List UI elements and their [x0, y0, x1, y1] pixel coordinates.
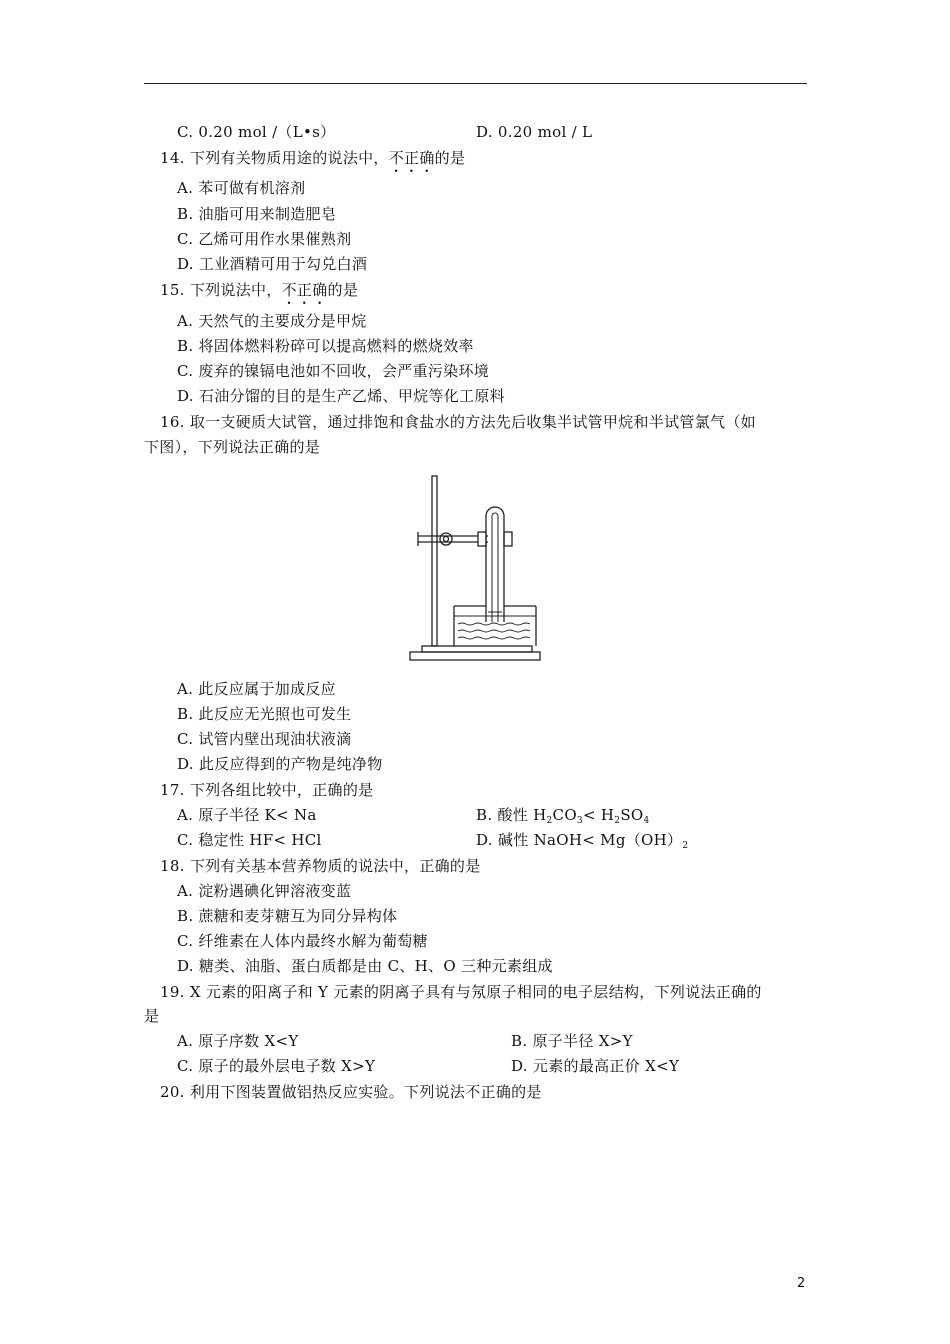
q18-option-b: B. 蔗糖和麦芽糖互为同分异构体	[177, 907, 398, 925]
q15-option-c: C. 废弃的镍镉电池如不回收，会严重污染环境	[177, 362, 490, 380]
q14-option-d: D. 工业酒精可用于勾兑白酒	[177, 255, 368, 273]
gas-collection-apparatus-figure	[408, 474, 544, 664]
q14-emphasis: 不正确	[388, 149, 435, 167]
stand-plate	[422, 646, 532, 652]
q15-option-a: A. 天然气的主要成分是甲烷	[177, 312, 367, 330]
q19-stem-line1: 19. X 元素的阳离子和 Y 元素的阴离子具有与氖原子相同的电子层结构，下列说法正确的	[160, 983, 762, 1001]
q15-option-d: D. 石油分馏的目的是生产乙烯、甲烷等化工原料	[177, 387, 505, 405]
q18-option-c: C. 纤维素在人体内最终水解为葡萄糖	[177, 932, 428, 950]
q14-option-b: B. 油脂可用来制造肥皂	[177, 205, 337, 223]
q17-option-a: A. 原子半径 K< Na	[177, 806, 317, 824]
q17-option-d: D. 碱性 NaOH< $Mg(OH)_2$	[476, 831, 689, 851]
q18-option-d: D. 糖类、油脂、蛋白质都是由 C、H、O 三种元素组成	[177, 957, 553, 975]
q19-option-b: B. 原子半径 X>Y	[511, 1032, 633, 1050]
q16-option-c: C. 试管内壁出现油状液滴	[177, 730, 352, 748]
q16-option-d: D. 此反应得到的产物是纯净物	[177, 755, 383, 773]
q16-option-a: A. 此反应属于加成反应	[177, 680, 336, 698]
q17-option-b: B. 酸性 $H_2CO_3< H_2SO_4$	[476, 806, 650, 826]
q18-option-a: A. 淀粉遇碘化钾溶液变蓝	[177, 882, 352, 900]
q19-stem-line2: 是	[144, 1007, 160, 1025]
q19-option-a: A. 原子序数 X<Y	[177, 1032, 299, 1050]
page-number: 2	[797, 1276, 806, 1291]
q14-stem: 14. 下列有关物质用途的说法中，不正确的是	[160, 149, 466, 167]
header-rule	[144, 83, 807, 84]
q14-option-a: A. 苯可做有机溶剂	[177, 179, 306, 197]
q19-option-d: D. 元素的最高正价 X<Y	[511, 1057, 680, 1075]
stand-base	[410, 652, 540, 660]
q16-option-b: B. 此反应无光照也可发生	[177, 705, 352, 723]
q13-option-d: D. 0.20 mol / L	[476, 123, 593, 141]
q13-option-c: C. 0.20 mol /（L•s）	[177, 123, 336, 141]
q20-stem: 20. 利用下图装置做铝热反应实验。下列说法不正确的是	[160, 1083, 542, 1101]
q17-stem: 17. 下列各组比较中，正确的是	[160, 781, 374, 799]
stand-rod	[432, 476, 437, 646]
q19-option-c: C. 原子的最外层电子数 X>Y	[177, 1057, 376, 1075]
q15-stem: 15. 下列说法中，不正确的是	[160, 281, 359, 299]
q18-stem: 18. 下列有关基本营养物质的说法中，正确的是	[160, 857, 481, 875]
q17-option-c: C. 稳定性 HF< HCl	[177, 831, 322, 849]
q15-emphasis: 不正确	[281, 281, 328, 299]
clamp-screw-icon	[440, 533, 452, 545]
q16-stem-line2: 下图），下列说法正确的是	[144, 438, 321, 456]
test-tube-outline	[486, 507, 504, 622]
q16-stem-line1: 16. 取一支硬质大试管，通过排饱和食盐水的方法先后收集半试管甲烷和半试管氯气（如	[160, 413, 756, 431]
q15-option-b: B. 将固体燃料粉碎可以提高燃料的燃烧效率	[177, 337, 474, 355]
q14-option-c: C. 乙烯可用作水果催熟剂	[177, 230, 352, 248]
